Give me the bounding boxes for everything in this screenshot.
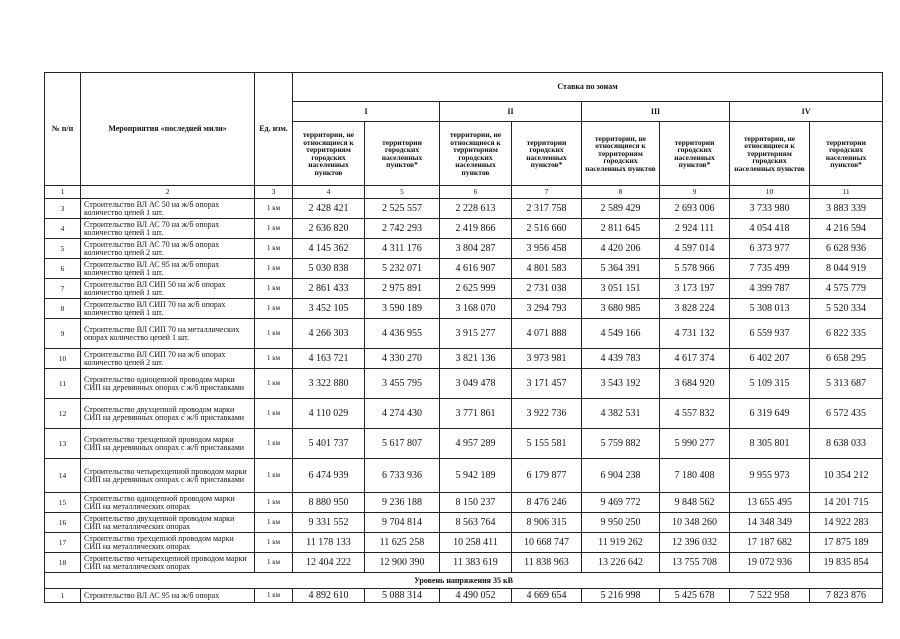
rate-value: 4 957 289 — [440, 429, 512, 459]
event-name: Строительство трехцепной проводом марки СИП на металлических опорах — [81, 533, 255, 553]
rate-value: 9 848 562 — [660, 493, 730, 513]
event-name: Строительство ВЛ СИП 50 на ж/б опорах количество цепей 1 шт. — [81, 279, 255, 299]
rate-value: 4 549 166 — [582, 319, 660, 349]
row-number: 10 — [45, 349, 81, 369]
rate-value: 2 589 429 — [582, 199, 660, 219]
rate-value: 4 439 783 — [582, 349, 660, 369]
column-number: 2 — [81, 186, 255, 199]
unit-cell: 1 км — [255, 239, 293, 259]
rate-value: 2 811 645 — [582, 219, 660, 239]
row-number: 17 — [45, 533, 81, 553]
rate-value: 11 919 262 — [582, 533, 660, 553]
rate-value: 5 030 838 — [293, 259, 365, 279]
table-row — [45, 399, 883, 429]
rate-value: 2 861 433 — [293, 279, 365, 299]
row-number: 16 — [45, 513, 81, 533]
event-name: Строительство ВЛ СИП 70 на ж/б опорах количество цепей 2 шт. — [81, 349, 255, 369]
rate-value: 9 236 188 — [365, 493, 440, 513]
rate-value: 4 575 779 — [810, 279, 883, 299]
unit-cell: 1 км — [255, 553, 293, 573]
tariff-table — [44, 72, 883, 603]
rate-value: 12 900 390 — [365, 553, 440, 573]
rate-value: 3 956 458 — [512, 239, 582, 259]
rate-value: 6 628 936 — [810, 239, 883, 259]
event-name: Строительство ВЛ АС 70 на ж/б опорах количество цепей 2 шт. — [81, 239, 255, 259]
rate-value: 9 469 772 — [582, 493, 660, 513]
zone-header: I — [293, 102, 440, 122]
unit-cell: 1 км — [255, 319, 293, 349]
event-name: Строительство трехцепной проводом марки СИП на деревянных опорах с ж/б приставками — [81, 429, 255, 459]
rate-value: 5 216 998 — [582, 589, 660, 603]
rate-value: 5 364 391 — [582, 259, 660, 279]
rate-value: 13 655 495 — [730, 493, 810, 513]
rate-value: 10 354 212 — [810, 459, 883, 493]
rate-value: 5 232 071 — [365, 259, 440, 279]
rate-value: 11 625 258 — [365, 533, 440, 553]
table-row — [45, 589, 883, 603]
row-number: 7 — [45, 279, 81, 299]
rate-value: 3 455 795 — [365, 369, 440, 399]
rate-value: 10 258 411 — [440, 533, 512, 553]
table-row — [45, 553, 883, 573]
row-number: 9 — [45, 319, 81, 349]
row-number: 15 — [45, 493, 81, 513]
column-number: 3 — [255, 186, 293, 199]
rate-value: 4 617 374 — [660, 349, 730, 369]
rate-value: 5 617 807 — [365, 429, 440, 459]
rate-value: 3 915 277 — [440, 319, 512, 349]
column-number: 8 — [582, 186, 660, 199]
row-number: 5 — [45, 239, 81, 259]
rate-value: 11 178 133 — [293, 533, 365, 553]
rate-value: 2 731 038 — [512, 279, 582, 299]
rate-value: 13 755 708 — [660, 553, 730, 573]
unit-cell: 1 км — [255, 259, 293, 279]
rate-value: 7 522 958 — [730, 589, 810, 603]
rate-value: 3 821 136 — [440, 349, 512, 369]
subheader-rural: территории, не относящиеся к территориям городских населенных пунктов — [582, 122, 660, 186]
column-number: 6 — [440, 186, 512, 199]
rate-value: 5 942 189 — [440, 459, 512, 493]
subheader-rural: территории, не относящиеся к территориям городских населенных пунктов — [293, 122, 365, 186]
rate-value: 8 906 315 — [512, 513, 582, 533]
subheader-urban: территории городских населенных пунктов* — [660, 122, 730, 186]
rate-value: 4 110 029 — [293, 399, 365, 429]
event-name: Строительство двухцепной проводом марки СИП на металлических опорах — [81, 513, 255, 533]
rate-value: 14 201 715 — [810, 493, 883, 513]
rate-value: 6 319 649 — [730, 399, 810, 429]
column-number-row — [45, 186, 883, 199]
rate-value: 3 168 070 — [440, 299, 512, 319]
rate-value: 8 880 950 — [293, 493, 365, 513]
row-number: 8 — [45, 299, 81, 319]
unit-cell: 1 км — [255, 533, 293, 553]
table-row — [45, 493, 883, 513]
rate-value: 5 109 315 — [730, 369, 810, 399]
unit-cell: 1 км — [255, 349, 293, 369]
rate-value: 2 525 557 — [365, 199, 440, 219]
rate-value: 7 180 408 — [660, 459, 730, 493]
table-row — [45, 299, 883, 319]
rate-value: 3 294 793 — [512, 299, 582, 319]
rate-value: 14 348 349 — [730, 513, 810, 533]
rate-value: 4 801 583 — [512, 259, 582, 279]
table-row — [45, 513, 883, 533]
rate-value: 4 399 787 — [730, 279, 810, 299]
subheader-rural: территории, не относящиеся к территориям городских населенных пунктов — [730, 122, 810, 186]
rate-value: 8 305 801 — [730, 429, 810, 459]
rate-value: 17 187 682 — [730, 533, 810, 553]
rate-value: 14 922 283 — [810, 513, 883, 533]
unit-cell: 1 км — [255, 219, 293, 239]
rate-value: 8 044 919 — [810, 259, 883, 279]
rate-value: 4 382 531 — [582, 399, 660, 429]
table-row — [45, 533, 883, 553]
rate-value: 4 163 721 — [293, 349, 365, 369]
rate-value: 3 771 861 — [440, 399, 512, 429]
rate-value: 2 693 006 — [660, 199, 730, 219]
rate-value: 4 436 955 — [365, 319, 440, 349]
rate-value: 2 516 660 — [512, 219, 582, 239]
event-name: Строительство одноцепной проводом марки СИП на металлических опорах — [81, 493, 255, 513]
row-number: 18 — [45, 553, 81, 573]
rate-value: 19 835 854 — [810, 553, 883, 573]
header-num: № п/п — [45, 73, 81, 186]
rate-value: 12 404 222 — [293, 553, 365, 573]
rate-value: 5 425 678 — [660, 589, 730, 603]
section-row — [45, 573, 883, 589]
rate-value: 4 892 610 — [293, 589, 365, 603]
column-number: 11 — [810, 186, 883, 199]
row-number: 14 — [45, 459, 81, 493]
rate-value: 6 904 238 — [582, 459, 660, 493]
rate-value: 11 383 619 — [440, 553, 512, 573]
event-name: Строительство четырехцепной проводом марки СИП на деревянных опорах с ж/б приставками — [81, 459, 255, 493]
rate-value: 5 759 882 — [582, 429, 660, 459]
header-event: Мероприятия «последней мили» — [81, 73, 255, 186]
unit-cell: 1 км — [255, 493, 293, 513]
rate-value: 3 590 189 — [365, 299, 440, 319]
event-name: Строительство ВЛ СИП 70 на ж/б опорах количество цепей 1 шт. — [81, 299, 255, 319]
table-row — [45, 459, 883, 493]
unit-cell: 1 км — [255, 199, 293, 219]
section-title: Уровень напряжения 35 кВ — [45, 573, 883, 589]
subheader-urban: территории городских населенных пунктов* — [365, 122, 440, 186]
rate-value: 4 420 206 — [582, 239, 660, 259]
rate-value: 4 071 888 — [512, 319, 582, 349]
rate-value: 9 950 250 — [582, 513, 660, 533]
subheader-urban: территории городских населенных пунктов* — [512, 122, 582, 186]
rate-value: 4 216 594 — [810, 219, 883, 239]
table-row — [45, 319, 883, 349]
rate-value: 2 419 866 — [440, 219, 512, 239]
rate-value: 3 973 981 — [512, 349, 582, 369]
row-number: 13 — [45, 429, 81, 459]
rate-value: 2 228 613 — [440, 199, 512, 219]
rate-value: 3 452 105 — [293, 299, 365, 319]
rate-value: 4 145 362 — [293, 239, 365, 259]
table-row — [45, 259, 883, 279]
rate-value: 3 733 980 — [730, 199, 810, 219]
header-rates: Ставка по зонам — [293, 73, 883, 102]
unit-cell: 1 км — [255, 459, 293, 493]
event-name: Строительство четырехцепной проводом марки СИП на металлических опорах — [81, 553, 255, 573]
rate-value: 3 171 457 — [512, 369, 582, 399]
rate-value: 7 823 876 — [810, 589, 883, 603]
rate-value: 3 322 880 — [293, 369, 365, 399]
unit-cell: 1 км — [255, 369, 293, 399]
table-row — [45, 239, 883, 259]
rate-value: 4 669 654 — [512, 589, 582, 603]
unit-cell: 1 км — [255, 399, 293, 429]
zone-header: IV — [730, 102, 883, 122]
row-number: 11 — [45, 369, 81, 399]
rate-value: 3 883 339 — [810, 199, 883, 219]
rate-value: 12 396 032 — [660, 533, 730, 553]
subheader-rural: территории, не относящиеся к территориям городских населенных пунктов — [440, 122, 512, 186]
rate-value: 2 317 758 — [512, 199, 582, 219]
zone-header: III — [582, 102, 730, 122]
rate-value: 3 680 985 — [582, 299, 660, 319]
rate-value: 2 924 111 — [660, 219, 730, 239]
rate-value: 3 828 224 — [660, 299, 730, 319]
rate-value: 3 173 197 — [660, 279, 730, 299]
rate-value: 10 348 260 — [660, 513, 730, 533]
rate-value: 8 638 033 — [810, 429, 883, 459]
rate-value: 4 311 176 — [365, 239, 440, 259]
rate-value: 4 054 418 — [730, 219, 810, 239]
rate-value: 6 474 939 — [293, 459, 365, 493]
rate-value: 3 049 478 — [440, 369, 512, 399]
rate-value: 9 704 814 — [365, 513, 440, 533]
column-number: 9 — [660, 186, 730, 199]
rate-value: 2 742 293 — [365, 219, 440, 239]
rate-value: 4 490 052 — [440, 589, 512, 603]
zone-header: II — [440, 102, 582, 122]
table-row — [45, 429, 883, 459]
unit-cell: 1 км — [255, 589, 293, 603]
rate-value: 9 331 552 — [293, 513, 365, 533]
event-name: Строительство двухцепной проводом марки СИП на деревянных опорах с ж/б приставками — [81, 399, 255, 429]
rate-value: 5 155 581 — [512, 429, 582, 459]
rate-value: 4 597 014 — [660, 239, 730, 259]
rate-value: 2 975 891 — [365, 279, 440, 299]
rate-value: 6 179 877 — [512, 459, 582, 493]
rate-value: 4 330 270 — [365, 349, 440, 369]
rate-value: 17 875 189 — [810, 533, 883, 553]
rate-value: 4 274 430 — [365, 399, 440, 429]
rate-value: 11 838 963 — [512, 553, 582, 573]
event-name: Строительство ВЛ АС 70 на ж/б опорах количество цепей 1 шт. — [81, 219, 255, 239]
unit-cell: 1 км — [255, 513, 293, 533]
unit-cell: 1 км — [255, 279, 293, 299]
rate-value: 5 578 966 — [660, 259, 730, 279]
unit-cell: 1 км — [255, 429, 293, 459]
rate-value: 3 804 287 — [440, 239, 512, 259]
rate-value: 3 684 920 — [660, 369, 730, 399]
rate-value: 10 668 747 — [512, 533, 582, 553]
rate-value: 13 226 642 — [582, 553, 660, 573]
rate-value: 6 402 207 — [730, 349, 810, 369]
rate-value: 3 543 192 — [582, 369, 660, 399]
event-name: Строительство ВЛ АС 95 на ж/б опорах — [81, 589, 255, 603]
row-number: 4 — [45, 219, 81, 239]
event-name: Строительство ВЛ СИП 70 на металлических опорах количество цепей 1 шт. — [81, 319, 255, 349]
table-row — [45, 219, 883, 239]
column-number: 7 — [512, 186, 582, 199]
row-number: 6 — [45, 259, 81, 279]
event-name: Строительство ВЛ АС 95 на ж/б опорах количество цепей 1 шт. — [81, 259, 255, 279]
rate-value: 4 731 132 — [660, 319, 730, 349]
rate-value: 9 955 973 — [730, 459, 810, 493]
rate-value: 2 428 421 — [293, 199, 365, 219]
rate-value: 2 625 999 — [440, 279, 512, 299]
rate-value: 8 476 246 — [512, 493, 582, 513]
rate-value: 5 520 334 — [810, 299, 883, 319]
rate-value: 4 266 303 — [293, 319, 365, 349]
rate-value: 2 636 820 — [293, 219, 365, 239]
rate-value: 5 313 687 — [810, 369, 883, 399]
rate-value: 5 308 013 — [730, 299, 810, 319]
column-number: 10 — [730, 186, 810, 199]
unit-cell: 1 км — [255, 299, 293, 319]
rate-value: 6 658 295 — [810, 349, 883, 369]
column-number: 4 — [293, 186, 365, 199]
rate-value: 8 563 764 — [440, 513, 512, 533]
rate-value: 3 051 151 — [582, 279, 660, 299]
row-number: 12 — [45, 399, 81, 429]
rate-value: 5 990 277 — [660, 429, 730, 459]
table-row — [45, 369, 883, 399]
event-name: Строительство одноцепной проводом марки СИП на деревянных опорах с ж/б приставками — [81, 369, 255, 399]
rate-value: 19 072 936 — [730, 553, 810, 573]
rate-value: 6 733 936 — [365, 459, 440, 493]
event-name: Строительство ВЛ АС 50 на ж/б опорах количество цепей 1 шт. — [81, 199, 255, 219]
rate-value: 4 557 832 — [660, 399, 730, 429]
row-number: 3 — [45, 199, 81, 219]
header-unit: Ед. изм. — [255, 73, 293, 186]
rate-value: 6 373 977 — [730, 239, 810, 259]
rate-value: 5 401 737 — [293, 429, 365, 459]
rate-value: 6 822 335 — [810, 319, 883, 349]
rate-value: 6 559 937 — [730, 319, 810, 349]
table-row — [45, 349, 883, 369]
column-number: 1 — [45, 186, 81, 199]
table-row — [45, 199, 883, 219]
rate-value: 3 922 736 — [512, 399, 582, 429]
rate-value: 5 088 314 — [365, 589, 440, 603]
column-number: 5 — [365, 186, 440, 199]
rate-value: 6 572 435 — [810, 399, 883, 429]
table-row — [45, 279, 883, 299]
subheader-urban: территории городских населенных пунктов* — [810, 122, 883, 186]
rate-value: 7 735 499 — [730, 259, 810, 279]
row-number: 1 — [45, 589, 81, 603]
rate-value: 8 150 237 — [440, 493, 512, 513]
rate-value: 4 616 907 — [440, 259, 512, 279]
